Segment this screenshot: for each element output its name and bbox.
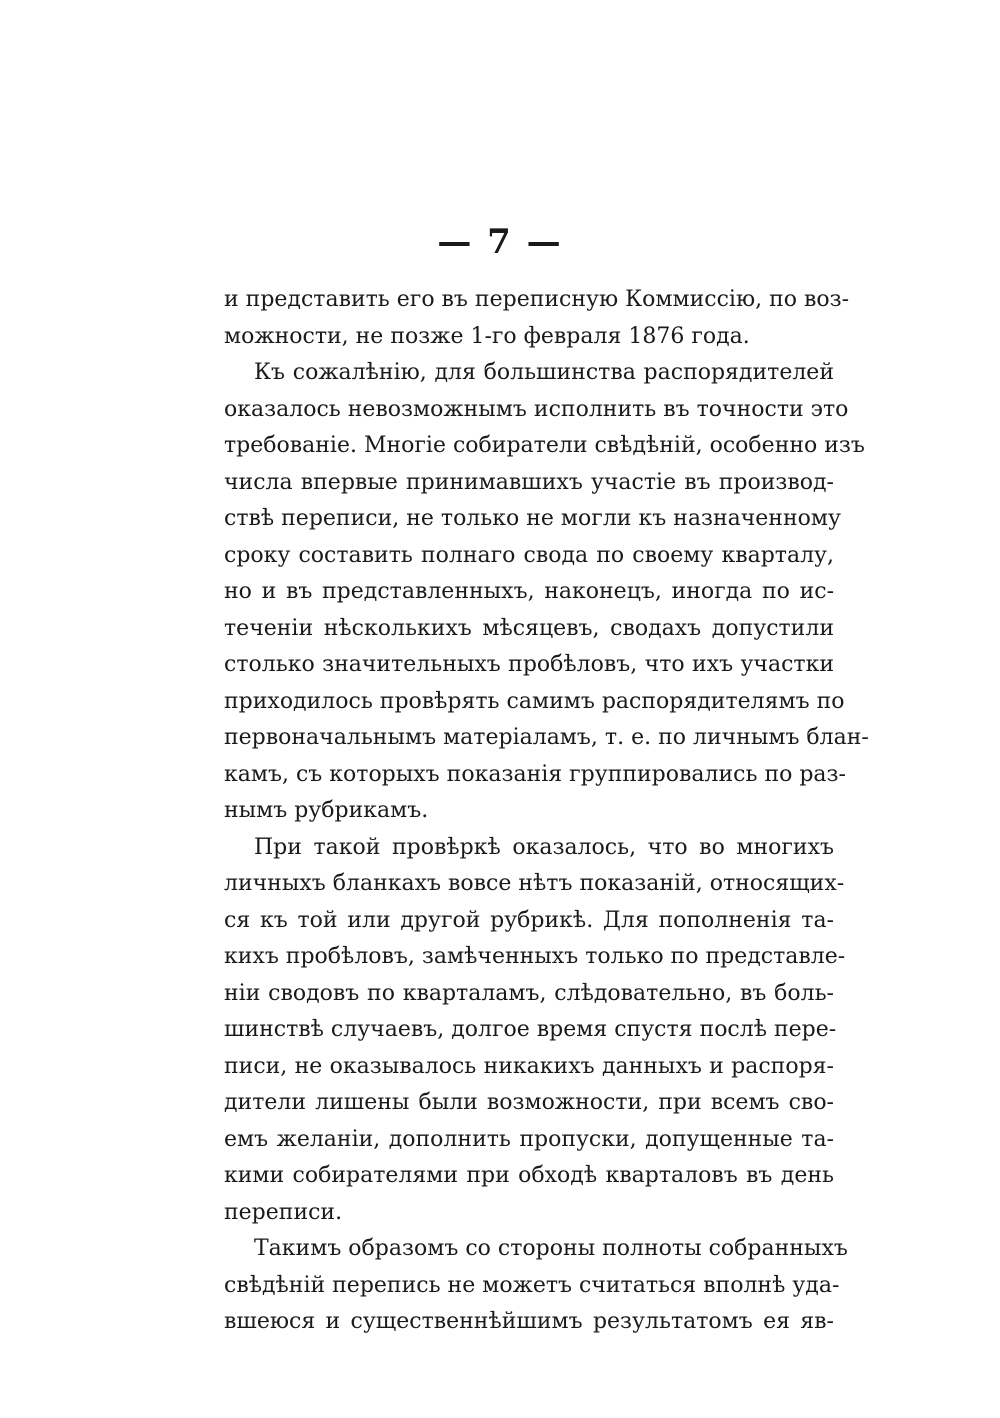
paragraph-2-line: столько значительныхъ пробѣловъ, что ихъ участки [224,652,834,677]
paragraph-2-line: теченіи нѣсколькихъ мѣсяцевъ, сводахъ допустили [224,615,834,641]
page-number: — 7 — [437,222,563,262]
paragraph-4-line: свѣдѣній перепись не можетъ считаться вполнѣ уда- [224,1272,840,1298]
paragraph-3-line: шинствѣ случаевъ, долгое время спустя послѣ пере- [224,1017,837,1042]
paragraph-3-line: При такой провѣркѣ оказалось, что во многихъ [254,834,834,860]
paragraph-3-line: личныхъ бланкахъ вовсе нѣтъ показаній, относящих- [224,871,845,896]
paragraph-3-line: ніи сводовъ по кварталамъ, слѣдовательно, въ боль- [224,980,834,1006]
paragraph-2-line: оказалось невозможнымъ исполнить въ точности это [224,396,849,422]
paragraph-2-line: Къ сожалѣнію, для большинства распорядителей [254,360,834,385]
paragraph-2-line: числа впервые принимавшихъ участіе въ производ- [224,469,834,495]
paragraph-2-line: камъ, съ которыхъ показанія группировались по раз- [224,761,846,787]
paragraph-3-line: емъ желаніи, дополнить пропуски, допущенные та- [224,1126,834,1152]
paragraph-3-line: кими собирателями при обходѣ кварталовъ въ день [224,1163,834,1188]
paragraph-4-line: вшеюся и существеннѣйшимъ результатомъ ея яв- [224,1309,834,1334]
paragraph-2-line: приходилось провѣрять самимъ распорядителямъ по [224,688,845,714]
paragraph-2-line: ствѣ переписи, не только не могли къ назначенному [224,506,841,531]
paragraph-2-line: нымъ рубрикамъ. [224,798,429,823]
paragraph-2-line: требованіе. Многіе собиратели свѣдѣній, особенно изъ [224,433,865,458]
paragraph-3-line: дители лишены были возможности, при всемъ сво- [224,1090,834,1115]
paragraph-3-line: переписи. [224,1199,343,1225]
paragraph-4-line: Такимъ образомъ со стороны полноты собранныхъ [254,1236,848,1261]
paragraph-2-line: но и въ представленныхъ, наконецъ, иногда по ис- [224,579,834,604]
paragraph-2-line: сроку составить полнаго свода по своему кварталу, [224,542,834,568]
paragraph-3-line: ся къ той или другой рубрикѣ. Для пополненія та- [224,907,834,933]
paragraph-3-line: кихъ пробѣловъ, замѣченныхъ только по представле- [224,944,846,969]
paragraph-1-line: можности, не позже 1-го февраля 1876 года. [224,323,750,349]
paragraph-2-line: первоначальнымъ матеріаламъ, т. е. по личнымъ блан- [224,725,869,750]
text-body [224,282,869,1341]
paragraph-3-line: писи, не оказывалось никакихъ данныхъ и распоря- [224,1053,834,1079]
paragraph-1-line: и представить его въ переписную Коммиссію, по воз- [224,287,850,312]
